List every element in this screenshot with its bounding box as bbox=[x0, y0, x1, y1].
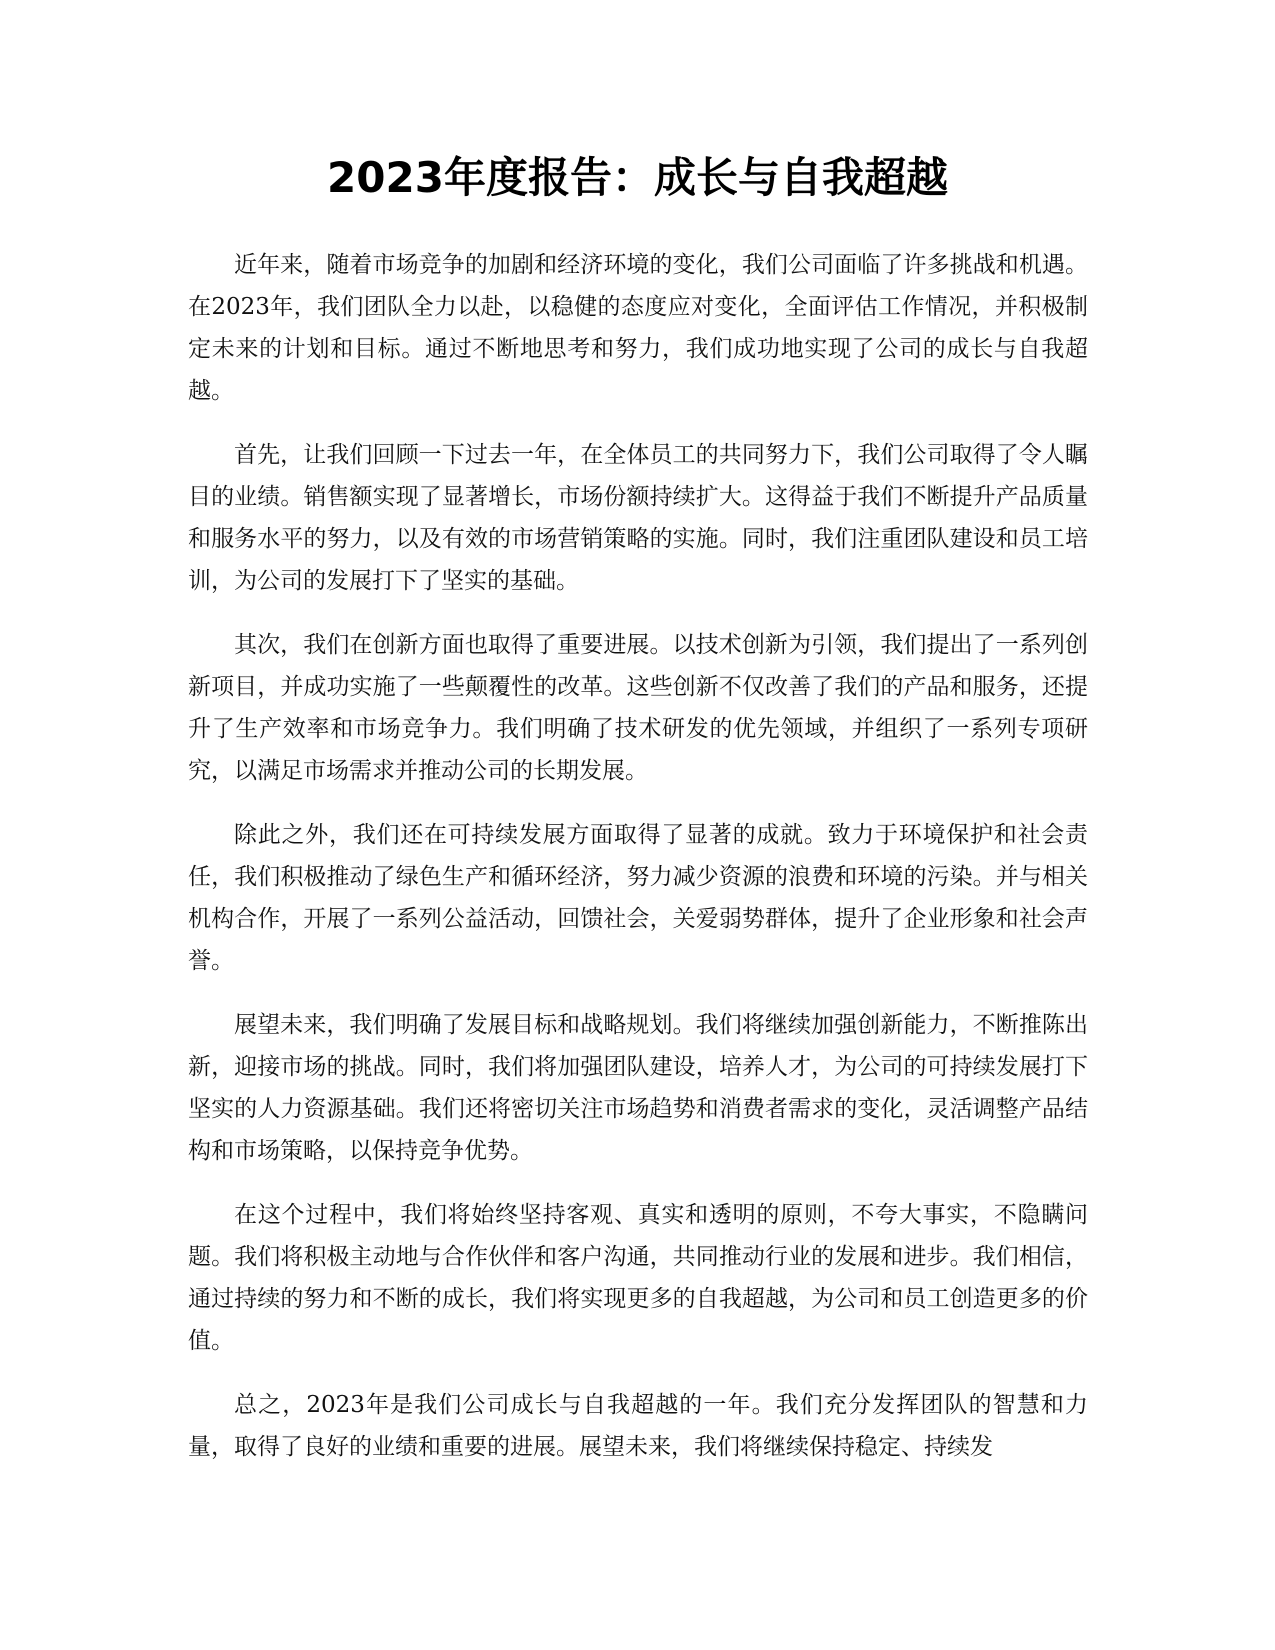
paragraph-3: 其次，我们在创新方面也取得了重要进展。以技术创新为引领，我们提出了一系列创新项目，并成功实施了一些颠覆性的改革。这些创新不仅改善了我们的产品和服务，还提升了生产效率和市场竞争力。我们明确了技术研发的优先领域，并组织了一系列专项研究，以满足市场需求并推动公司的长期发展。 bbox=[188, 632, 1088, 784]
paragraph-5: 展望未来，我们明确了发展目标和战略规划。我们将继续加强创新能力，不断推陈出新，迎接市场的挑战。同时，我们将加强团队建设，培养人才，为公司的可持续发展打下坚实的人力资源基础。我们还将密切关注市场趋势和消费者需求的变化，灵活调整产品结构和市场策略，以保持竞争优势。 bbox=[188, 1012, 1088, 1164]
paragraph-7: 总之，2023年是我们公司成长与自我超越的一年。我们充分发挥团队的智慧和力量，取得了良好的业绩和重要的进展。展望未来，我们将继续保持稳定、持续发 bbox=[188, 1392, 1088, 1460]
document-body bbox=[188, 244, 1088, 1490]
paragraph-1: 近年来，随着市场竞争的加剧和经济环境的变化，我们公司面临了许多挑战和机遇。在2023年，我们团队全力以赴，以稳健的态度应对变化，全面评估工作情况，并积极制定未来的计划和目标。通过不断地思考和努力，我们成功地实现了公司的成长与自我超越。 bbox=[188, 252, 1088, 404]
document-title: 2023年度报告：成长与自我超越 bbox=[327, 153, 948, 202]
paragraph-2: 首先，让我们回顾一下过去一年，在全体员工的共同努力下，我们公司取得了令人瞩目的业绩。销售额实现了显著增长，市场份额持续扩大。这得益于我们不断提升产品质量和服务水平的努力，以及有效的市场营销策略的实施。同时，我们注重团队建设和员工培训，为公司的发展打下了坚实的基础。 bbox=[188, 442, 1088, 594]
paragraph-6: 在这个过程中，我们将始终坚持客观、真实和透明的原则，不夸大事实，不隐瞒问题。我们将积极主动地与合作伙伴和客户沟通，共同推动行业的发展和进步。我们相信，通过持续的努力和不断的成长，我们将实现更多的自我超越，为公司和员工创造更多的价值。 bbox=[188, 1202, 1088, 1354]
paragraph-4: 除此之外，我们还在可持续发展方面取得了显著的成就。致力于环境保护和社会责任，我们积极推动了绿色生产和循环经济，努力减少资源的浪费和环境的污染。并与相关机构合作，开展了一系列公益活动，回馈社会，关爱弱势群体，提升了企业形象和社会声誉。 bbox=[188, 822, 1088, 974]
